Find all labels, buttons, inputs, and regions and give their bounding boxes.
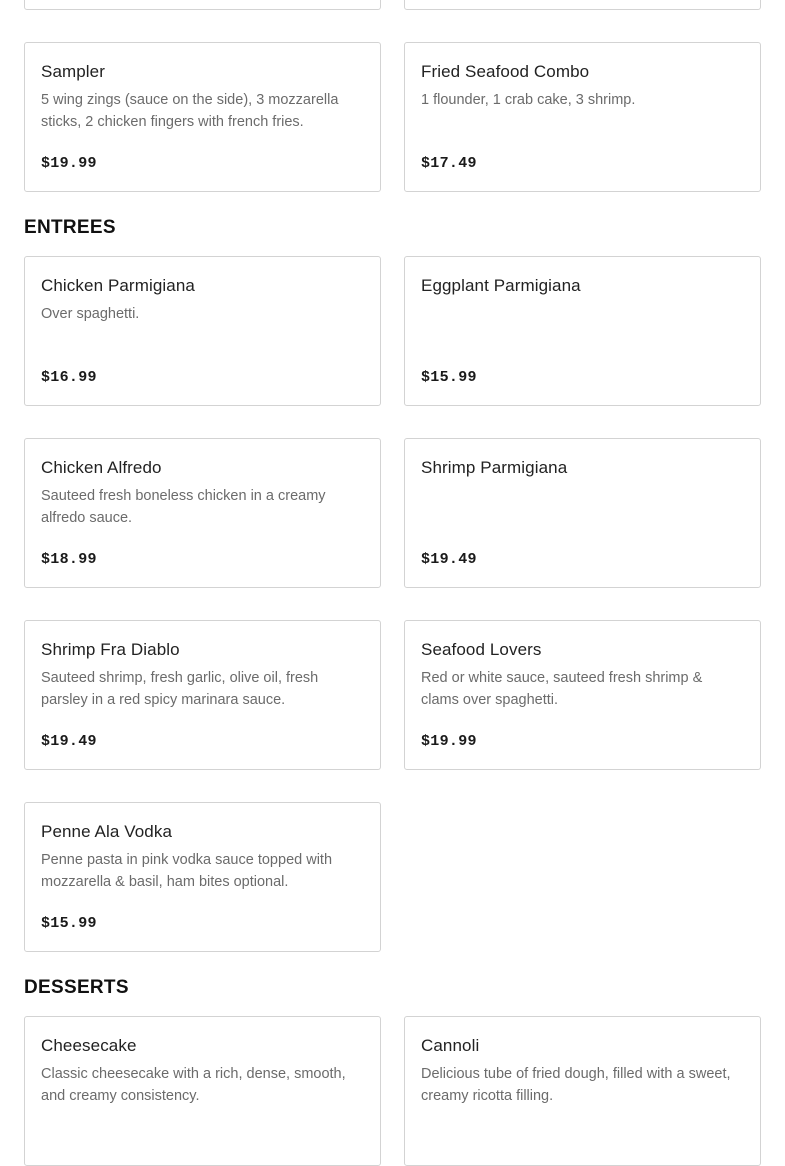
menu-item-card[interactable]: [24, 438, 381, 588]
menu-item-card[interactable]: [24, 42, 381, 192]
menu-grid-previous-section: [24, 0, 761, 192]
menu-item-price: $15.99: [41, 915, 97, 932]
menu-item-card[interactable]: [404, 0, 761, 10]
menu-item-description: 5 wing zings (sauce on the side), 3 mozzarella sticks, 2 chicken fingers with french fries.: [41, 92, 339, 130]
section-title-desserts: DESSERTS: [24, 977, 129, 998]
menu-grid-desserts: [24, 1016, 761, 1166]
menu-page: [24, 0, 761, 1166]
menu-item-name: Chicken Parmigiana: [41, 276, 195, 295]
menu-item-description: Red or white sauce, sauteed fresh shrimp & clams over spaghetti.: [421, 670, 703, 708]
menu-item-name: Shrimp Parmigiana: [421, 458, 568, 477]
menu-item-price: $17.49: [421, 155, 477, 172]
menu-item-name: Fried Seafood Combo: [421, 62, 590, 81]
menu-item-name: Cheesecake: [41, 1036, 137, 1055]
menu-item-card[interactable]: [404, 1016, 761, 1166]
menu-item-card[interactable]: [24, 256, 381, 406]
menu-item-card[interactable]: [24, 620, 381, 770]
menu-item-description: Penne pasta in pink vodka sauce topped with mozzarella & basil, ham bites optional.: [41, 852, 333, 890]
menu-item-card[interactable]: [404, 42, 761, 192]
menu-item-card[interactable]: [24, 802, 381, 952]
menu-item-description: Delicious tube of fried dough, filled with a sweet, creamy ricotta filling.: [421, 1066, 731, 1104]
menu-item-name: Penne Ala Vodka: [41, 822, 173, 841]
menu-item-description: Over spaghetti.: [41, 306, 140, 322]
menu-item-name: Chicken Alfredo: [41, 458, 162, 477]
menu-item-price: $19.49: [421, 551, 477, 568]
menu-item-card[interactable]: [404, 438, 761, 588]
menu-item-name: Shrimp Fra Diablo: [41, 640, 180, 659]
menu-item-description: Classic cheesecake with a rich, dense, smooth, and creamy consistency.: [41, 1066, 346, 1104]
menu-item-card[interactable]: [404, 620, 761, 770]
menu-item-name: Eggplant Parmigiana: [421, 276, 581, 295]
menu-item-name: Cannoli: [421, 1036, 480, 1055]
menu-item-price: $19.99: [41, 155, 97, 172]
menu-item-card[interactable]: [24, 1016, 381, 1166]
menu-item-description: Sauteed shrimp, fresh garlic, olive oil, fresh parsley in a red spicy marinara sauce.: [41, 670, 319, 708]
menu-item-description: 1 flounder, 1 crab cake, 3 shrimp.: [421, 92, 636, 108]
menu-grid-entrees: [24, 256, 761, 952]
menu-item-price: $15.99: [421, 369, 477, 386]
menu-item-price: $19.99: [421, 733, 477, 750]
menu-item-card[interactable]: [24, 0, 381, 10]
menu-item-card[interactable]: [404, 256, 761, 406]
menu-item-description: Sauteed fresh boneless chicken in a creamy alfredo sauce.: [41, 488, 326, 526]
menu-item-price: $19.49: [41, 733, 97, 750]
menu-item-name: Sampler: [41, 62, 106, 81]
menu-item-name: Seafood Lovers: [421, 640, 542, 659]
section-title-entrees: ENTREES: [24, 217, 116, 238]
menu-item-price: $18.99: [41, 551, 97, 568]
menu-item-price: $16.99: [41, 369, 97, 386]
